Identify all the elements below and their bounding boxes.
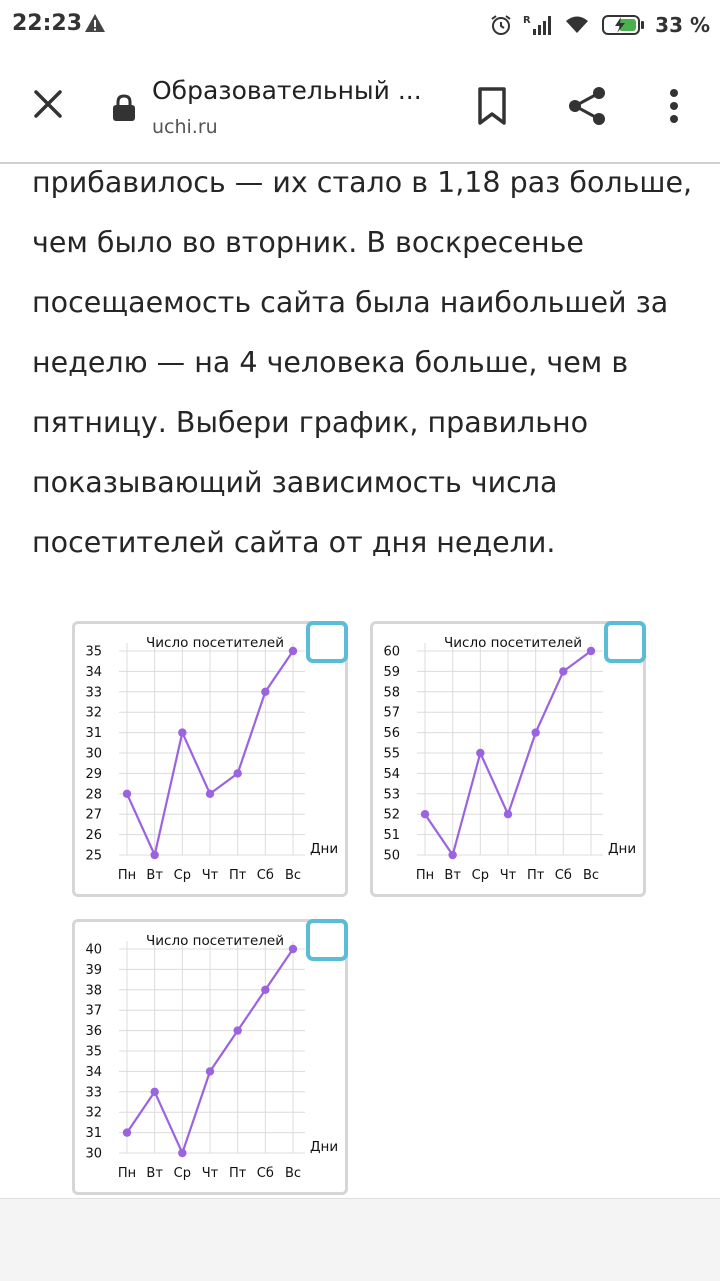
x-tick-label: Вт	[146, 1166, 163, 1181]
close-icon[interactable]	[28, 84, 68, 124]
task-line: прибавилось — их стало в 1,18 раз больше,	[32, 166, 693, 199]
data-point	[150, 851, 158, 859]
data-point	[178, 728, 186, 736]
battery-percent: 33 %	[655, 13, 710, 37]
y-tick-label: 39	[85, 962, 102, 978]
data-point	[421, 810, 429, 818]
x-tick-label: Пт	[526, 868, 545, 883]
chart-title: Число посетителей	[444, 635, 582, 651]
x-tick-label: Вс	[582, 868, 600, 883]
y-tick-label: 26	[85, 828, 102, 844]
x-tick-label: Пн	[415, 868, 435, 883]
share-icon[interactable]	[566, 84, 610, 128]
signal-icon	[523, 13, 553, 37]
y-tick-label: 54	[383, 766, 400, 782]
data-point	[587, 647, 595, 655]
data-point	[448, 851, 456, 859]
data-point	[504, 810, 512, 818]
y-tick-label: 31	[85, 726, 102, 742]
y-tick-label: 33	[85, 685, 102, 701]
x-tick-label: Сб	[256, 1166, 274, 1181]
y-tick-label: 30	[85, 1146, 102, 1162]
x-axis-label: Дни	[310, 1139, 339, 1155]
x-tick-label: Сб	[554, 868, 572, 883]
page-title: Образовательный ...	[152, 76, 422, 105]
y-tick-label: 27	[85, 807, 102, 823]
x-tick-label: Чт	[499, 868, 517, 883]
x-axis-label: Дни	[310, 841, 339, 857]
chart-title: Число посетителей	[146, 635, 284, 651]
x-tick-label: Пн	[117, 1166, 137, 1181]
x-tick-label: Ср	[173, 868, 192, 883]
x-tick-label: Чт	[201, 868, 219, 883]
chart-option-2[interactable]	[370, 621, 646, 897]
y-tick-label: 32	[85, 705, 102, 721]
line-chart	[75, 922, 351, 1198]
battery-icon	[601, 13, 645, 37]
x-tick-label: Пн	[117, 868, 137, 883]
y-tick-label: 31	[85, 1126, 102, 1142]
signal-label: R	[523, 15, 531, 26]
x-tick-label: Ср	[471, 868, 490, 883]
y-tick-label: 34	[85, 664, 102, 680]
task-line: пятницу. Выбери график, правильно	[32, 406, 589, 439]
y-tick-label: 57	[383, 705, 400, 721]
page-url[interactable]: uchi.ru	[152, 116, 218, 138]
task-line: показывающий зависимость числа	[32, 466, 558, 499]
bottom-bar	[0, 1198, 720, 1281]
y-tick-label: 28	[85, 787, 102, 803]
data-point	[261, 986, 269, 994]
y-tick-label: 52	[383, 807, 400, 823]
alarm-icon	[489, 13, 513, 37]
y-tick-label: 35	[85, 1044, 102, 1060]
y-tick-label: 29	[85, 766, 102, 782]
data-point	[531, 728, 539, 736]
wifi-icon	[563, 13, 591, 37]
x-tick-label: Сб	[256, 868, 274, 883]
chart-option-3[interactable]	[72, 919, 348, 1195]
bookmark-icon[interactable]	[474, 86, 510, 126]
status-time: 22:23	[12, 11, 83, 36]
y-tick-label: 30	[85, 746, 102, 762]
task-line: неделю — на 4 человека больше, чем в	[32, 346, 629, 379]
data-point	[559, 667, 567, 675]
data-point	[261, 688, 269, 696]
y-tick-label: 40	[85, 942, 102, 958]
y-tick-label: 35	[85, 644, 102, 660]
x-tick-label: Ср	[173, 1166, 192, 1181]
data-point	[289, 647, 297, 655]
chart-title: Число посетителей	[146, 933, 284, 949]
y-tick-label: 33	[85, 1085, 102, 1101]
x-axis-label: Дни	[608, 841, 637, 857]
task-line: посещаемость сайта была наибольшей за	[32, 286, 669, 319]
task-text	[32, 160, 702, 580]
status-bar	[0, 0, 720, 50]
data-point	[206, 790, 214, 798]
task-line: чем было во вторник. В воскресенье	[32, 226, 584, 259]
x-tick-label: Вс	[284, 868, 302, 883]
x-tick-label: Пт	[228, 868, 247, 883]
x-tick-label: Вт	[444, 868, 461, 883]
data-point	[206, 1067, 214, 1075]
answer-checkbox[interactable]	[306, 621, 348, 663]
x-tick-label: Чт	[201, 1166, 219, 1181]
y-tick-label: 59	[383, 664, 400, 680]
task-line: посетителей сайта от дня недели.	[32, 526, 556, 559]
data-point	[233, 1026, 241, 1034]
y-tick-label: 38	[85, 983, 102, 999]
answer-checkbox[interactable]	[306, 919, 348, 961]
lock-icon	[112, 94, 136, 122]
more-icon[interactable]	[660, 86, 688, 126]
warning-icon	[84, 13, 106, 33]
data-point	[123, 1128, 131, 1136]
y-tick-label: 58	[383, 685, 400, 701]
y-tick-label: 55	[383, 746, 400, 762]
x-tick-label: Вт	[146, 868, 163, 883]
y-tick-label: 50	[383, 848, 400, 864]
data-point	[233, 769, 241, 777]
y-tick-label: 34	[85, 1064, 102, 1080]
data-point	[476, 749, 484, 757]
line-chart	[373, 624, 649, 900]
x-tick-label: Вс	[284, 1166, 302, 1181]
y-tick-label: 53	[383, 787, 400, 803]
y-tick-label: 37	[85, 1003, 102, 1019]
line-chart	[75, 624, 351, 900]
y-tick-label: 36	[85, 1024, 102, 1040]
data-point	[289, 945, 297, 953]
y-tick-label: 25	[85, 848, 102, 864]
browser-toolbar	[0, 50, 720, 164]
y-tick-label: 60	[383, 644, 400, 660]
data-point	[150, 1088, 158, 1096]
y-tick-label: 32	[85, 1105, 102, 1121]
y-tick-label: 51	[383, 828, 400, 844]
data-point	[178, 1149, 186, 1157]
y-tick-label: 56	[383, 726, 400, 742]
status-icons	[489, 10, 710, 40]
data-point	[123, 790, 131, 798]
x-tick-label: Пт	[228, 1166, 247, 1181]
chart-option-1[interactable]	[72, 621, 348, 897]
answer-checkbox[interactable]	[604, 621, 646, 663]
